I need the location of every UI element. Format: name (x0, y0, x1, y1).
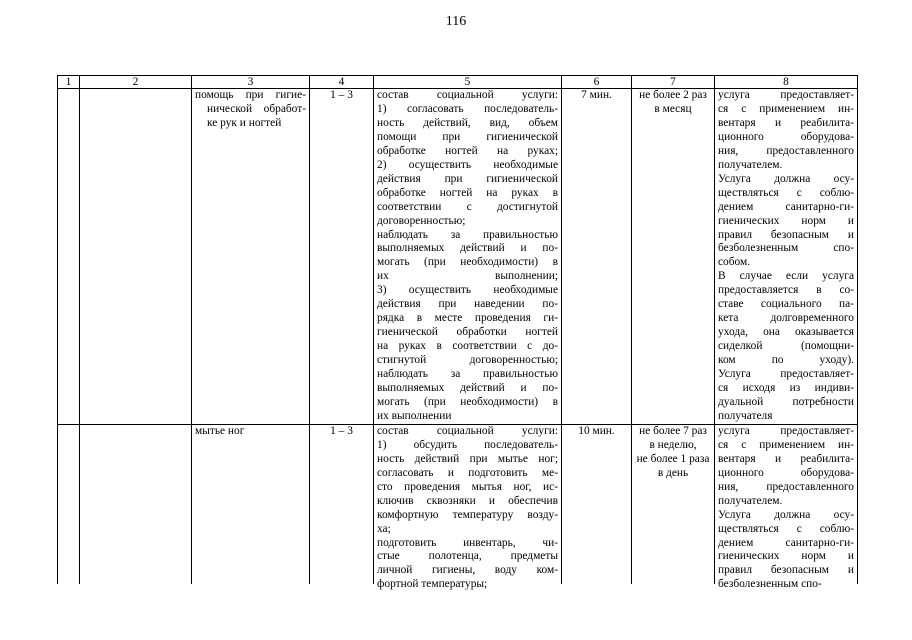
duration-cell: 7 мин. (562, 89, 632, 425)
column-number: 4 (310, 76, 374, 89)
cell-2 (80, 89, 192, 425)
service-name-cell (192, 89, 310, 425)
text-line: нической обработ- (207, 102, 306, 115)
text-line: дением санитарно-ги- (718, 200, 854, 213)
text-line: обработке ногтей на руках; (377, 144, 558, 157)
duration-cell: 10 мин. (562, 424, 632, 584)
column-number: 2 (80, 76, 192, 89)
text-line: Услуга должна осу- (718, 508, 854, 521)
text-line: дуальной потребности (718, 395, 854, 408)
text-line: наблюдать за правильностью (377, 228, 558, 241)
text-line: дением санитарно-ги- (718, 536, 854, 549)
text-line: ность действий, вид, объем (377, 116, 558, 129)
text-line: могать (при необходимости) в (377, 256, 558, 269)
text-line: в месяц (654, 102, 692, 115)
text-line: вентаря и реабилита- (718, 452, 854, 465)
text-line: Услуга должна осу- (718, 172, 854, 185)
text-line: ха; (377, 522, 391, 535)
column-number: 1 (58, 76, 80, 89)
text-line: ществляться с соблю- (718, 522, 854, 535)
text-line: помощи при гигиенической (377, 130, 558, 143)
text-line: в неделю, (649, 438, 697, 451)
table-row (58, 424, 858, 584)
text-line: кета долговременного (718, 312, 854, 325)
text-line: ния, предоставленного (718, 480, 854, 493)
text-line: 1) обсудить последователь- (377, 438, 558, 451)
cell-1 (58, 424, 80, 584)
text-line: договоренностью; (377, 214, 466, 227)
text-line: ность действий при мытье ног; (377, 452, 558, 465)
text-line: ставе социального па- (718, 298, 854, 311)
text-line: комфортную температуру возду- (377, 508, 558, 521)
text-line: ся с применением ин- (718, 438, 854, 451)
conditions-cell (715, 89, 858, 425)
text-line: получателем. (718, 494, 783, 507)
text-line: действия при наведении по- (377, 298, 558, 311)
text-line: безболезненным спо- (718, 242, 854, 255)
text-line: состав социальной услуги: (377, 89, 558, 101)
text-line: наблюдать за правильностью (377, 368, 558, 381)
text-line: Услуга предоставляет- (718, 368, 854, 381)
text-line: фортной температуры; (377, 578, 488, 591)
table-row (58, 89, 858, 425)
text-line: предоставляется в со- (718, 284, 854, 297)
column-number: 6 (562, 76, 632, 89)
text-line: 3) осуществить необходимые (377, 284, 558, 297)
cell-1 (58, 89, 80, 425)
group-range-cell: 1 – 3 (310, 424, 374, 584)
service-content-cell (374, 424, 562, 591)
text-line: выполняемых действий и по- (377, 382, 558, 395)
service-name-cell (192, 424, 310, 584)
conditions-cell (715, 424, 858, 591)
column-number: 8 (715, 76, 858, 89)
text-line: ухода, она оказывается (718, 326, 854, 339)
text-line: согласовать и подготовить ме- (377, 466, 558, 479)
text-line: рядка в месте проведения ги- (377, 312, 558, 325)
text-line: личной гигиены, воду ком- (377, 564, 558, 577)
text-line: ния, предоставленного (718, 144, 854, 157)
text-line: их выполнении; (377, 270, 558, 283)
text-line: ключив сквозняки и обеспечив (377, 494, 558, 507)
column-number: 5 (374, 76, 562, 89)
text-line: стые полотенца, предметы (377, 550, 558, 563)
text-line: правил безопасным и (718, 564, 854, 577)
frequency-cell (632, 424, 715, 584)
text-line: обработке ногтей на руках в (377, 186, 558, 199)
text-line: могать (при необходимости) в (377, 395, 558, 408)
text-line: вентаря и реабилита- (718, 116, 854, 129)
text-line: собом. (718, 256, 751, 269)
text-line: не более 1 раза (636, 452, 710, 465)
text-line: получателя (718, 409, 773, 422)
text-line: услуга предоставляет- (718, 424, 854, 437)
text-line: В случае если услуга (718, 270, 854, 283)
text-line: услуга предоставляет- (718, 89, 854, 101)
text-line: 1) согласовать последователь- (377, 102, 558, 115)
text-line: не более 7 раз (639, 424, 707, 437)
text-line: сиделкой (помощни- (718, 340, 854, 353)
text-line: сто проведения мытья ног, ис- (377, 480, 558, 493)
text-line: мытье ног (195, 424, 245, 437)
text-line: гиенических норм и (718, 550, 854, 563)
text-line: выполняемых действий и по- (377, 242, 558, 255)
text-line: стигнутой договоренностью; (377, 354, 558, 367)
text-line: в день (657, 466, 689, 479)
cell-2 (80, 424, 192, 584)
text-line: гиенических норм и (718, 214, 854, 227)
group-range-cell: 1 – 3 (310, 89, 374, 425)
column-number: 3 (192, 76, 310, 89)
text-line: ществляться с соблю- (718, 186, 854, 199)
text-line: действия при гигиенической (377, 172, 558, 185)
text-line: на руках в соответствии с до- (377, 340, 558, 353)
text-line: ке рук и ногтей (207, 116, 282, 129)
text-line: помощь при гигие- (195, 89, 306, 101)
column-number: 7 (632, 76, 715, 89)
service-content-cell (374, 89, 562, 425)
text-line: подготовить инвентарь, чи- (377, 536, 558, 549)
text-line: соответствии с достигнутой (377, 200, 558, 213)
text-line: гиенической обработки ногтей (377, 326, 558, 339)
text-line: правил безопасным и (718, 228, 854, 241)
frequency-cell (632, 89, 715, 425)
text-line: их выполнении (377, 409, 452, 422)
text-line: ся с применением ин- (718, 102, 854, 115)
text-line: ком по уходу). (718, 354, 854, 367)
text-line: получателем. (718, 158, 783, 171)
text-line: 2) осуществить необходимые (377, 158, 558, 171)
text-line: не более 2 раз (639, 89, 707, 101)
column-number-row (58, 76, 858, 89)
text-line: безболезненным спо- (718, 578, 822, 591)
text-line: состав социальной услуги: (377, 424, 558, 437)
services-table (57, 75, 858, 591)
text-line: ционного оборудова- (718, 130, 854, 143)
page-number: 116 (445, 14, 467, 29)
text-line: ционного оборудова- (718, 466, 854, 479)
text-line: ся исходя из индиви- (718, 382, 854, 395)
